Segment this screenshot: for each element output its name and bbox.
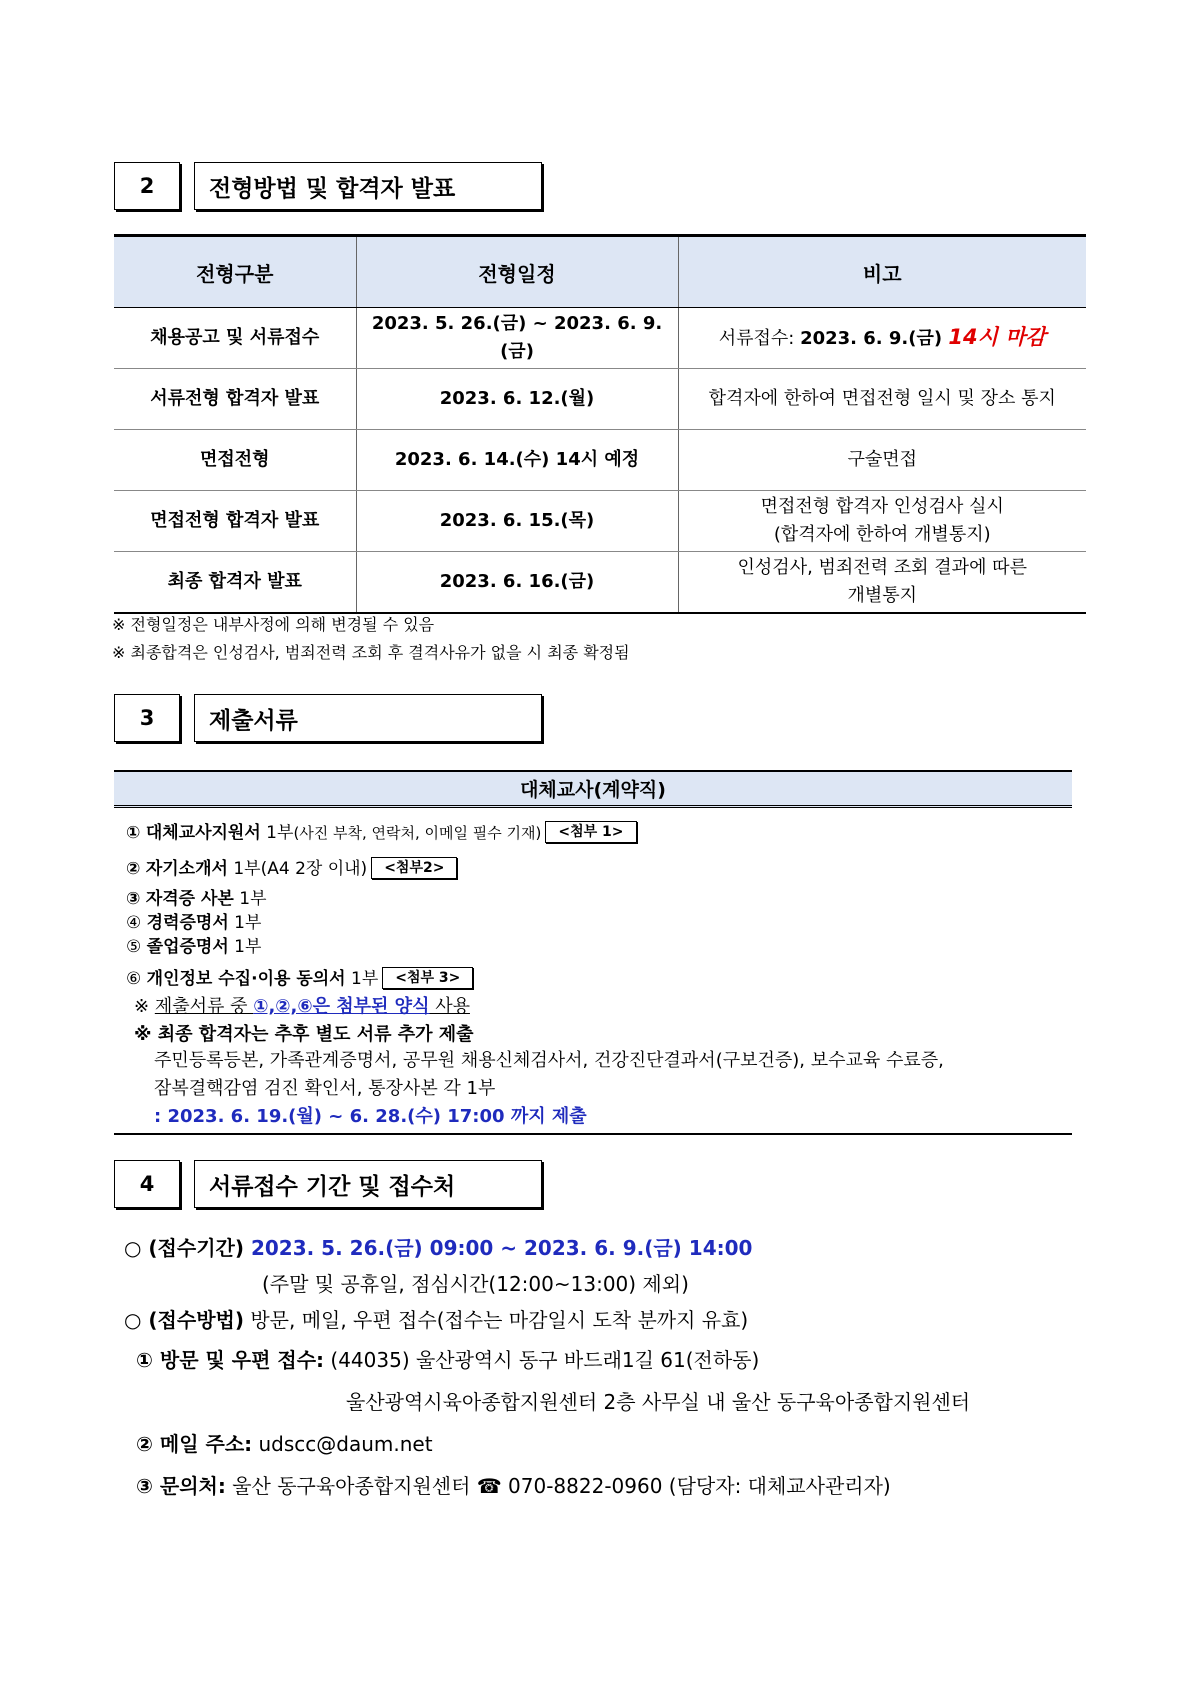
note-text: 제출서류 중 — [154, 996, 254, 1017]
mail-address — [136, 1428, 433, 1457]
table-row — [114, 308, 1086, 369]
attachment-tag: <첨부2> — [371, 857, 457, 879]
schedule-cell: 2023. 6. 16.(금) — [356, 552, 678, 614]
table-header-row — [114, 236, 1086, 308]
note-text: 서류접수: — [718, 328, 801, 349]
table-row — [114, 369, 1086, 430]
attachment-tag: <첨부 1> — [545, 821, 636, 843]
table-row — [114, 430, 1086, 491]
final-docs-list: 주민등록등본, 가족관계증명서, 공무원 채용신체검사서, 건강진단결과서(구보건증), 보수교육 수료증, — [154, 1050, 944, 1071]
note-date: 2023. 6. 9.(금) — [800, 328, 949, 349]
final-docs-title: ※ 최종 합격자는 추후 별도 서류 추가 제출 — [134, 1024, 474, 1045]
note-line: 인성검사, 범죄전력 조회 결과에 따른 — [737, 557, 1027, 578]
note-line: (합격자에 한하여 개별통지) — [773, 524, 991, 545]
item-count: 1부 — [233, 889, 267, 909]
section-number: 2 — [114, 162, 180, 210]
visit-value: (44035) 울산광역시 동구 바드래1길 61(전하동) — [324, 1348, 760, 1372]
schedule-note: ※ 최종합격은 인성검사, 범죄전력 조회 후 결격사유가 없을 시 최종 확정됨 — [112, 643, 630, 662]
visit-address-line2: 울산광역시육아종합지원센터 2층 사무실 내 울산 동구육아종합지원센터 — [346, 1390, 971, 1414]
documents-box-header: 대체교사(계약직) — [114, 770, 1072, 808]
section-title: 제출서류 — [194, 694, 542, 742]
note-cell — [678, 491, 1086, 552]
item-mark: ① — [126, 823, 141, 843]
schedule-note: ※ 전형일정은 내부사정에 의해 변경될 수 있음 — [112, 615, 435, 634]
column-header: 전형일정 — [356, 236, 678, 308]
contact-label: ③ 문의처: — [136, 1474, 226, 1498]
item-count: 1부 — [345, 969, 379, 989]
item-name: 졸업증명서 — [146, 937, 229, 957]
form-usage-note — [134, 992, 470, 1018]
section-title: 전형방법 및 합격자 발표 — [194, 162, 542, 210]
note-cell: 구술면접 — [678, 430, 1086, 491]
final-docs-deadline: : 2023. 6. 19.(월) ~ 6. 28.(수) 17:00 까지 제출 — [154, 1106, 587, 1127]
item-count: 1부 — [260, 823, 294, 843]
document-item — [126, 854, 457, 879]
section-4-header — [114, 1160, 544, 1210]
table-row — [114, 491, 1086, 552]
document-item — [126, 908, 261, 933]
schedule-cell: 2023. 6. 15.(목) — [356, 491, 678, 552]
period-exclusion: (주말 및 공휴일, 점심시간(12:00~13:00) 제외) — [262, 1272, 689, 1296]
stage-cell: 서류전형 합격자 발표 — [114, 369, 356, 430]
reception-method — [124, 1304, 748, 1333]
period-label: ○ (접수기간) — [124, 1236, 251, 1260]
section-number: 3 — [114, 694, 180, 742]
item-count: 1부 — [228, 937, 262, 957]
document-item — [126, 818, 637, 843]
section-number: 4 — [114, 1160, 180, 1208]
item-name: 자격증 사본 — [145, 889, 234, 909]
item-detail: (A4 2장 이내) — [260, 859, 368, 879]
schedule-table — [114, 234, 1086, 614]
table-row — [114, 552, 1086, 614]
stage-cell: 최종 합격자 발표 — [114, 552, 356, 614]
contact-value: 울산 동구육아종합지원센터 ☎ 070-8822-0960 (담당자: 대체교사관리자) — [225, 1474, 891, 1498]
note-highlight: ①,②,⑥은 첨부된 양식 — [253, 996, 430, 1017]
schedule-cell: 2023. 6. 12.(월) — [356, 369, 678, 430]
item-name: 대체교사지원서 — [145, 823, 261, 843]
attachment-tag: <첨부 3> — [382, 967, 473, 989]
stage-cell: 채용공고 및 서류접수 — [114, 308, 356, 369]
reception-period — [124, 1232, 752, 1261]
final-docs-list: 잠복결핵감염 검진 확인서, 통장사본 각 1부 — [154, 1078, 496, 1099]
item-mark: ④ — [126, 913, 142, 933]
item-mark: ⑥ — [126, 969, 142, 989]
deadline-highlight: 14시 마감 — [948, 325, 1046, 349]
note-line: 개별통지 — [847, 585, 918, 606]
section-2-header — [114, 162, 544, 212]
stage-cell: 면접전형 — [114, 430, 356, 491]
note-cell — [678, 552, 1086, 614]
document-item — [126, 964, 473, 989]
method-label: ○ (접수방법) — [124, 1308, 244, 1332]
documents-box — [114, 770, 1072, 1135]
schedule-cell: 2023. 5. 26.(금) ~ 2023. 6. 9.(금) — [356, 308, 678, 369]
document-item — [126, 884, 267, 909]
column-header: 비고 — [678, 236, 1086, 308]
method-value: 방문, 메일, 우편 접수(접수는 마감일시 도착 분까지 유효) — [243, 1308, 749, 1332]
stage-cell: 면접전형 합격자 발표 — [114, 491, 356, 552]
document-item — [126, 932, 261, 957]
item-mark: ② — [126, 859, 141, 879]
note-cell: 합격자에 한하여 면접전형 일시 및 장소 통지 — [678, 369, 1086, 430]
visit-label: ① 방문 및 우편 접수: — [136, 1348, 325, 1372]
mail-label: ② 메일 주소: — [136, 1432, 253, 1456]
note-cell — [678, 308, 1086, 369]
column-header: 전형구분 — [114, 236, 356, 308]
visit-address — [136, 1344, 759, 1373]
schedule-cell: 2023. 6. 14.(수) 14시 예정 — [356, 430, 678, 491]
period-value: 2023. 5. 26.(금) 09:00 ~ 2023. 6. 9.(금) 14:00 — [250, 1236, 753, 1260]
item-count: 1부 — [228, 913, 262, 933]
item-name: 개인정보 수집·이용 동의서 — [146, 969, 346, 989]
item-mark: ③ — [126, 889, 141, 909]
item-name: 자기소개서 — [145, 859, 228, 879]
item-detail: (사진 부착, 연락처, 이메일 필수 기재) — [293, 824, 542, 842]
note-mark: ※ — [134, 996, 155, 1017]
item-name: 경력증명서 — [146, 913, 229, 933]
note-line: 면접전형 합격자 인성검사 실시 — [760, 496, 1004, 517]
section-3-header — [114, 694, 544, 744]
item-mark: ⑤ — [126, 937, 142, 957]
contact-info — [136, 1470, 891, 1499]
note-text: 사용 — [429, 996, 470, 1017]
section-title: 서류접수 기간 및 접수처 — [194, 1160, 542, 1208]
item-count: 1부 — [227, 859, 261, 879]
mail-value[interactable]: udscc@daum.net — [252, 1432, 433, 1456]
